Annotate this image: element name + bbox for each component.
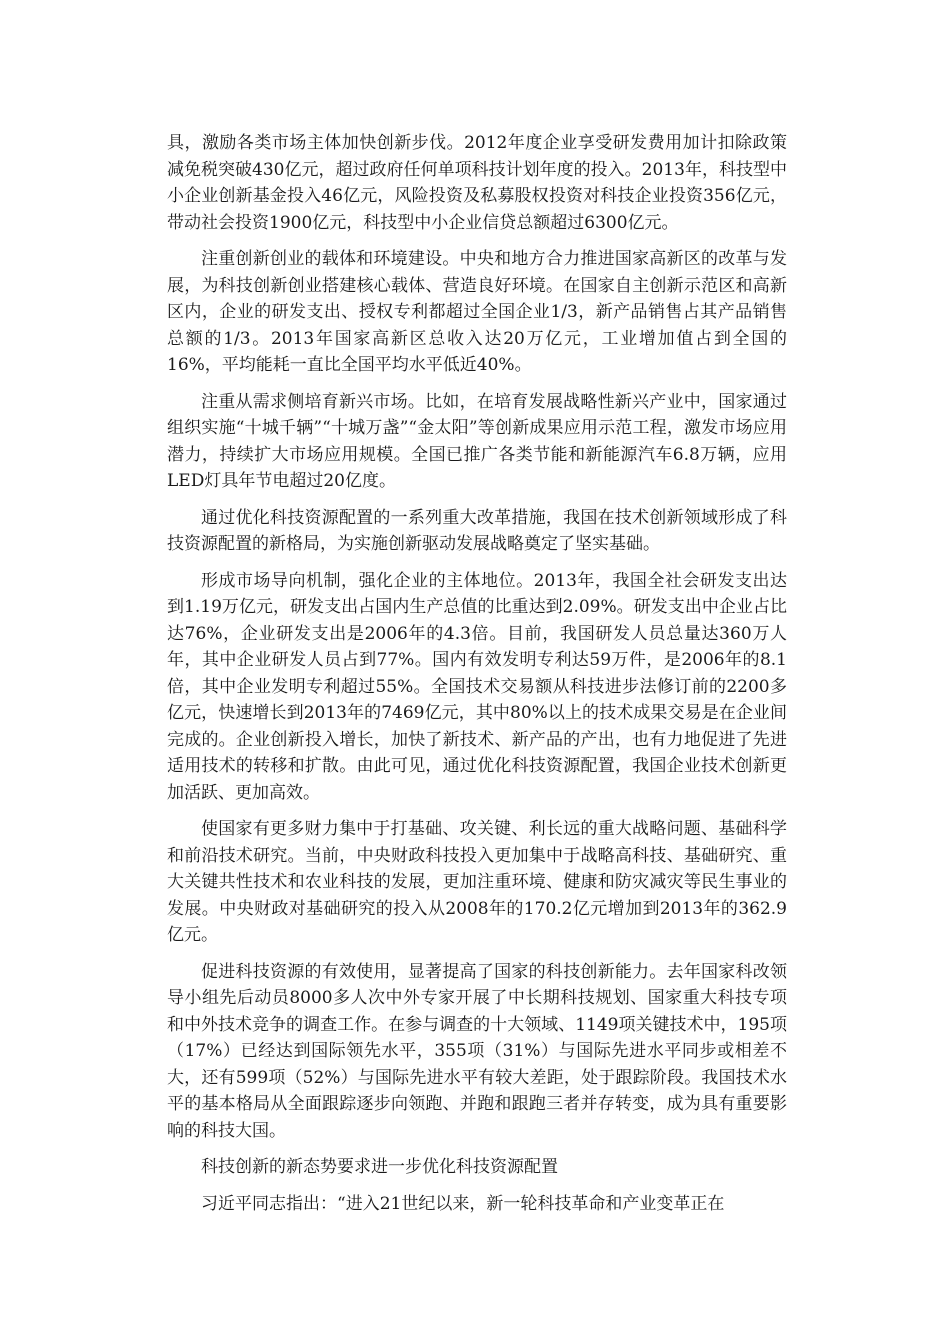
paragraph-6: 使国家有更多财力集中于打基础、攻关键、利长远的重大战略问题、基础科学和前沿技术研究。当前，中央财政科技投入更加集中于战略高科技、基础研究、重大关键共性技术和农业科技的发展，更加注重环境、健康和防灾减灾等民生事业的发展。中央财政对基础研究的投入从2008年的170.2亿元增加到2013年的362.9亿元。	[167, 819, 787, 945]
section-heading: 科技创新的新态势要求进一步优化科技资源配置	[201, 1157, 558, 1177]
paragraph-7: 促进科技资源的有效使用，显著提高了国家的科技创新能力。去年国家科改领导小组先后动员8000多人次中外专家开展了中长期科技规划、国家重大科技专项和中外技术竞争的调查工作。在参与调查的十大领域、1149项关键技术中，195项（17%）已经达到国际领先水平，355项（31%）与国际先进水平同步或相差不大，还有599项（52%）与国际先进水平有较大差距，处于跟踪阶段。我国技术水平的基本格局从全面跟踪逐步向领跑、并跑和跟跑三者并存转变，成为具有重要影响的科技大国。	[167, 961, 787, 1141]
document-body	[167, 130, 787, 1227]
paragraph-4: 通过优化科技资源配置的一系列重大改革措施，我国在技术创新领域形成了科技资源配置的新格局，为实施创新驱动发展战略奠定了坚实基础。	[167, 507, 787, 554]
paragraph-1: 具，激励各类市场主体加快创新步伐。2012年度企业享受研发费用加计扣除政策减免税突破430亿元，超过政府任何单项科技计划年度的投入。2013年，科技型中小企业创新基金投入46亿元，风险投资及私募股权投资对科技企业投资356亿元，带动社会投资1900亿元，科技型中小企业信贷总额超过6300亿元。	[167, 133, 787, 233]
paragraph-8: 习近平同志指出：“进入21世纪以来，新一轮科技革命和产业变革正在	[201, 1193, 725, 1214]
paragraph-5: 形成市场导向机制，强化企业的主体地位。2013年，我国全社会研发支出达到1.19万亿元，研发支出占国内生产总值的比重达到2.09%。研发支出中企业占比达76%，企业研发支出是2006年的4.3倍。目前，我国研发人员总量达360万人年，其中企业研发人员占到77%。国内有效发明专利达59万件，是2006年的8.1倍，其中企业发明专利超过55%。全国技术交易额从科技进步法修订前的2200多亿元，快速增长到2013年的7469亿元，其中80%以上的技术成果交易是在企业间完成的。企业创新投入增长，加快了新技术、新产品的产出，也有力地促进了先进适用技术的转移和扩散。由此可见，通过优化科技资源配置，我国企业技术创新更加活跃、更加高效。	[167, 570, 787, 803]
paragraph-3: 注重从需求侧培育新兴市场。比如，在培育发展战略性新兴产业中，国家通过组织实施“十城千辆”“十城万盏”“金太阳”等创新成果应用示范工程，激发市场应用潜力，持续扩大市场应用规模。全国已推广各类节能和新能源汽车6.8万辆，应用LED灯具年节电超过20亿度。	[167, 391, 787, 491]
paragraph-2: 注重创新创业的载体和环境建设。中央和地方合力推进国家高新区的改革与发展，为科技创新创业搭建核心载体、营造良好环境。在国家自主创新示范区和高新区内，企业的研发支出、授权专利都超过全国企业1/3，新产品销售占其产品销售总额的1/3。2013年国家高新区总收入达20万亿元，工业增加值占到全国的16%，平均能耗一直比全国平均水平低近40%。	[167, 249, 787, 375]
